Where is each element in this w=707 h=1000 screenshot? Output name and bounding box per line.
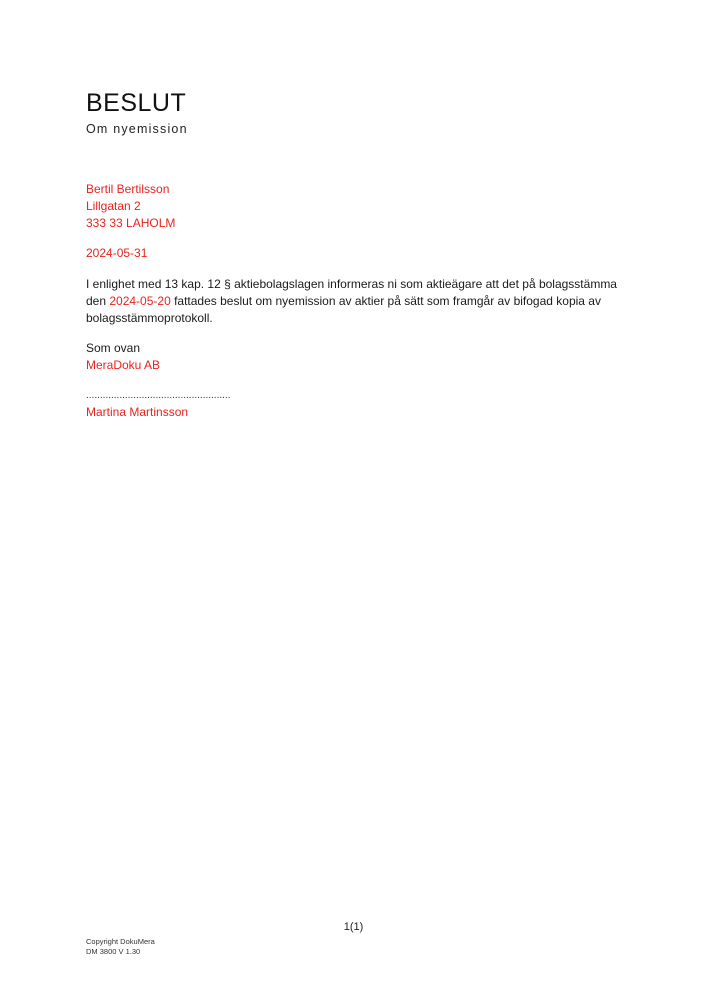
body-text-part2: fattades beslut om nyemission av aktier på sätt som framgår av bifogad kopia av bolagsstämmoprotokoll. [86,294,601,325]
closing-block [86,340,160,374]
page-number: 1(1) [343,921,364,933]
signatory-name: Martina Martinsson [86,405,189,419]
body-paragraph [86,276,626,327]
closing-text: Som ovan [86,341,141,355]
body-text-part1: I enlighet med 13 kap. 12 § aktiebolagslagen informeras ni som aktieägare att det på bolagsstämma den [86,277,617,308]
document-title: BESLUT [86,89,187,117]
recipient-street: Lillgatan 2 [86,199,141,213]
recipient-name: Bertil Bertilsson [86,182,170,196]
document-subtitle: Om nyemission [86,122,188,136]
meeting-date: 2024-05-20 [109,294,171,308]
footer-copyright: Copyright DokuMera [86,937,155,946]
document-date: 2024-05-31 [86,246,148,260]
recipient-address [86,181,175,232]
signature-line: .................................................... [86,390,231,401]
recipient-postal: 333 33 LAHOLM [86,216,176,230]
footer [86,937,155,957]
footer-version: DM 3800 V 1.30 [86,947,141,956]
company-name: MeraDoku AB [86,358,161,372]
